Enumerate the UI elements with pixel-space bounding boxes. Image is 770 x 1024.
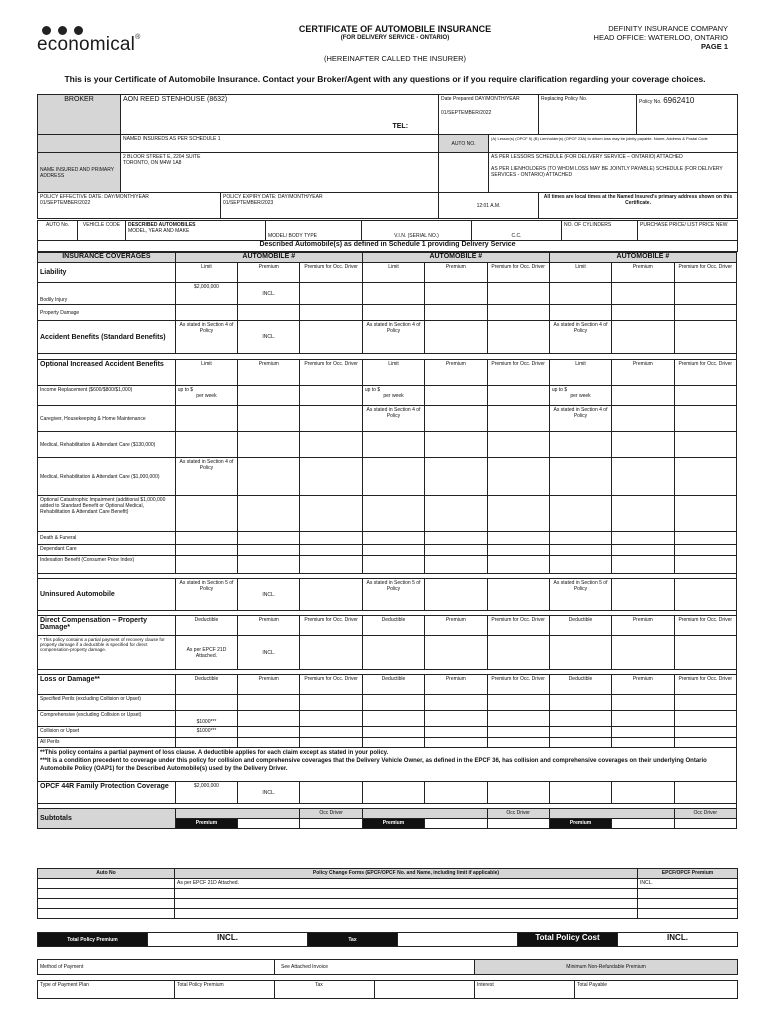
expiry-date-cell [221, 193, 439, 219]
occ-driver-label-1: Occ Driver [300, 809, 362, 819]
broker-name-cell [121, 95, 439, 135]
deductible-label: Deductible [549, 616, 611, 636]
premium-label: Premium [612, 263, 674, 283]
subtotal-premium-3: Premium [549, 819, 611, 829]
per-week: per week [383, 393, 404, 399]
policy-number-cell [637, 95, 738, 135]
med-1m-limit: As stated in Section 4 of Policy [175, 458, 237, 496]
premium-label: Premium [425, 360, 487, 386]
caregiver-label: Caregiver, Housekeeping & Home Maintenance [38, 406, 176, 432]
premium-occ-label: Premium for Occ. Driver [300, 675, 362, 695]
med-1m-label: Medical, Rehabilitation & Attendant Care ($1,000,000) [38, 458, 176, 496]
address-line1: 2 BLOOR STREET E, 2204 SUITE [123, 154, 201, 160]
income-replacement-label: Income Replacement ($600/$800/$1,000) [38, 386, 176, 406]
collision-label: Collision or Upset [38, 727, 176, 738]
premium-label: Premium [612, 616, 674, 636]
per-week: per week [570, 393, 591, 399]
caregiver-limit-3: As stated in Section 4 of Policy [549, 406, 611, 432]
page-number: PAGE 1 [701, 42, 728, 51]
optional-ab-label: Optional Increased Accident Benefits [38, 360, 176, 386]
premium-label: Premium [425, 616, 487, 636]
named-insureds-note: NAMED INSUREDS AS PER SCHEDULE 1 [121, 135, 439, 153]
insurer-block [594, 24, 728, 51]
specified-perils-label: Specified Perils (excluding Collision or Upset) [38, 695, 176, 711]
deductible-label: Deductible [362, 616, 424, 636]
premium-occ-label: Premium for Occ. Driver [300, 263, 362, 283]
dcpd-note: * This policy contains a partial payment of recovery clause for property damage if a deductible is specified for direct compensation-property damage. [38, 636, 176, 670]
deductible-label: Deductible [362, 675, 424, 695]
insured-label: NAME INSURED AND PRIMARY ADDRESS [38, 153, 121, 193]
replacing-policy-label: Replacing Policy No. [539, 95, 637, 135]
catastrophic-label: Optional Catastrophic Impairment (additional $1,000,000 added to Standard Benefit or Optional Medical, Rehabilitation & Attendant Care Benefit) [38, 496, 176, 532]
described-autos-table [37, 220, 738, 252]
described-autos-header [126, 221, 266, 241]
subtotal-premium-1: Premium [175, 819, 237, 829]
occ-driver-label-2: Occ Driver [487, 809, 549, 819]
footnotes [38, 748, 737, 782]
cylinders-header: NO. OF CYLINDERS [562, 221, 638, 241]
payment-interest-label: Interest [475, 981, 575, 999]
up-to: up to $ [551, 387, 568, 393]
dependant-care-label: Dependant Care [38, 545, 176, 556]
certificate-subtitle: (FOR DELIVERY SERVICE - ONTARIO) [340, 35, 450, 41]
forms-col-header: Policy Change Forms (EPCF/OPCF No. and Name, including limit if applicable) [175, 869, 638, 879]
expiry-label: POLICY EXPIRY DATE: DAY/MONTH/YEAR [223, 194, 323, 200]
policy-time: 12:01 A.M. [439, 193, 539, 219]
schedule-line: Described Automobile(s) as defined in Schedule 1 providing Delivery Service [38, 241, 738, 252]
lessors-schedule: AS PER LESSORS SCHEDULE (FOR DELIVERY SERVICE – ONTARIO) ATTACHED [491, 154, 683, 160]
subtotal-premium-2: Premium [362, 819, 424, 829]
death-funeral-label: Death & Funeral [38, 532, 176, 545]
premium-occ-label: Premium for Occ. Driver [674, 263, 736, 283]
effective-date: 01/SEPTEMBER/2022 [40, 200, 91, 206]
intro-text: This is your Certificate of Automobile Insurance. Contact your Broker/Agent with any questions or if you require clarification regarding your coverage choices. [64, 74, 706, 84]
caregiver-limit-2: As stated in Section 4 of Policy [362, 406, 424, 432]
auto-no-label: AUTO NO. [439, 135, 489, 153]
policy-number: 6962410 [663, 96, 695, 105]
limit-label: Limit [175, 360, 237, 386]
income-limit-2 [362, 386, 424, 406]
shade-cell [38, 135, 121, 153]
premium-label: Premium [238, 616, 300, 636]
opcf44-limit: $2,000,000 [175, 782, 237, 804]
occ-driver-label-3: Occ Driver [674, 809, 736, 819]
certificate-title: CERTIFICATE OF AUTOMOBILE INSURANCE [298, 24, 492, 34]
uninsured-label: Uninsured Automobile [38, 579, 176, 611]
payment-total-premium-label: Total Policy Premium [175, 981, 275, 999]
limit-label: Limit [549, 360, 611, 386]
date-prepared-label: Date Prepared DAY/MONTH/YEAR [441, 96, 520, 102]
deductible-label: Deductible [175, 616, 237, 636]
total-cost-label: Total Policy Cost [518, 933, 618, 947]
company-name: DEFINITY INSURANCE COMPANY [608, 24, 728, 33]
auto-no-col-header: Auto No [38, 869, 175, 879]
loss-damage-label: Loss or Damage** [38, 675, 176, 695]
collision-deductible: $1000*** [175, 727, 237, 738]
liability-premium: INCL. [238, 283, 300, 305]
address-line2: TORONTO, ON M4W 1A8 [123, 160, 182, 166]
dcpd-premium: INCL. [238, 636, 300, 670]
auto-no-header: AUTO No. [38, 221, 78, 241]
footnote-1: **This policy contains a partial payment of loss clause. A deductible applies for each claim except as stated in your policy. [40, 750, 389, 756]
premium-col-header: EPCF/OPCF Premium [638, 869, 738, 879]
premium-label: Premium [612, 675, 674, 695]
indexation-label: Indexation Benefit (Consumer Price Index) [38, 556, 176, 574]
vin-header: V.I.N. (SERIAL NO.) [362, 221, 472, 241]
payment-plan-label: Type of Payment Plan [38, 981, 175, 999]
bodily-injury-label: Bodily Injury [38, 283, 176, 305]
dcpd-label: Direct Compensation – Property Damage* [38, 616, 176, 636]
vehicle-code-header: VEHICLE CODE [78, 221, 126, 241]
logo: economical® [37, 34, 141, 55]
tax-label: Tax [308, 933, 398, 947]
premium-label: Premium [425, 675, 487, 695]
per-week: per week [196, 393, 217, 399]
total-premium-label: Total Policy Premium [38, 933, 148, 947]
uninsured-limit-1: As stated in Section 5 of Policy [175, 579, 237, 611]
automobile-header-1: AUTOMOBILE # [175, 253, 362, 263]
premium-label: Premium [238, 675, 300, 695]
payment-tax-label: Tax [275, 981, 375, 999]
ab-premium-1: INCL. [238, 321, 300, 354]
payment-table [37, 959, 738, 999]
premium-occ-label: Premium for Occ. Driver [674, 675, 736, 695]
described-autos-title: DESCRIBED AUTOMOBILES [128, 222, 196, 228]
min-premium-label: Minimum Non-Refundable Premium [475, 960, 738, 975]
lessor-note: (A) Lessor(s) (OPCF 5) (B) Lienholder(s) (OPCF 23A) to whom loss may be jointly payable. Name, Address & Postal Code [489, 135, 738, 153]
form-premium-1: INCL. [638, 879, 738, 889]
payment-total-payable-label: Total Payable [575, 981, 738, 999]
income-limit-3 [549, 386, 611, 406]
subtotals-label: Subtotals [38, 809, 176, 829]
income-limit-1 [175, 386, 237, 406]
premium-label: Premium [612, 360, 674, 386]
up-to: up to $ [364, 387, 381, 393]
med-130-label: Medical, Rehabilitation & Attendant Care ($130,000) [38, 432, 176, 458]
limit-label: Limit [175, 263, 237, 283]
form-row-1: As per EPCF 21D Attached. [175, 879, 638, 889]
ab-limit-2: As stated in Section 4 of Policy [362, 321, 424, 354]
deductible-label: Deductible [549, 675, 611, 695]
price-header: PURCHASE PRICE/ LIST PRICE NEW [638, 221, 738, 241]
premium-occ-label: Premium for Occ. Driver [674, 360, 736, 386]
uninsured-limit-3: As stated in Section 5 of Policy [549, 579, 611, 611]
premium-occ-label: Premium for Occ. Driver [487, 360, 549, 386]
body-type-header: MODEL/ BODY TYPE [266, 221, 362, 241]
limit-label: Limit [362, 263, 424, 283]
insured-address-cell [121, 153, 439, 193]
broker-name: AON REED STENHOUSE (8632) [123, 96, 228, 103]
uninsured-premium-1: INCL. [238, 579, 300, 611]
premium-occ-label: Premium for Occ. Driver [487, 675, 549, 695]
method-of-payment-label: Method of Payment [38, 960, 275, 975]
hereinafter-note: (HEREINAFTER CALLED THE INSURER) [324, 54, 466, 63]
logo-text: economical [37, 34, 136, 55]
opcf44-premium: INCL. [238, 782, 300, 804]
premium-label: Premium [238, 360, 300, 386]
date-prepared-cell [439, 95, 539, 135]
premium-label: Premium [425, 263, 487, 283]
automobile-header-3: AUTOMOBILE # [549, 253, 736, 263]
policy-change-table [37, 868, 738, 919]
all-perils-label: All Perils [38, 738, 176, 748]
tel-label: TEL: [392, 123, 409, 130]
limit-label: Limit [362, 360, 424, 386]
premium-occ-label: Premium for Occ. Driver [300, 616, 362, 636]
comprehensive-label: Comprehensive (excluding Collision or Upset) [38, 711, 176, 727]
blank-cell [439, 153, 489, 193]
premium-occ-label: Premium for Occ. Driver [487, 263, 549, 283]
lessor-schedules-cell [489, 153, 738, 193]
ab-limit-1: As stated in Section 4 of Policy [175, 321, 237, 354]
method-of-payment-value: See Attached Invoice [275, 960, 475, 975]
expiry-date: 01/SEPTEMBER/2023 [223, 200, 274, 206]
liability-label: Liability [38, 263, 176, 283]
uninsured-limit-2: As stated in Section 5 of Policy [362, 579, 424, 611]
lienholders-schedule: AS PER LIENHOLDERS (TO WHOM LOSS MAY BE JOINTLY PAYABLE) SCHEDULE (FOR DELIVERY SERVICES - ONTARIO) ATTACHED [491, 166, 723, 178]
deductible-label: Deductible [175, 675, 237, 695]
date-prepared-value: 01/SEPTEMBER/2022 [441, 110, 492, 116]
dcpd-deductible: As per EPCF 21D Attached. [175, 636, 237, 670]
liability-limit: $2,000,000 [175, 283, 237, 305]
totals-table [37, 932, 738, 947]
opcf44-label: OPCF 44R Family Protection Coverage [38, 782, 176, 804]
broker-insured-table [37, 94, 738, 219]
effective-label: POLICY EFFECTIVE DATE: DAY/MONTH/YEAR [40, 194, 149, 200]
coverages-title: INSURANCE COVERAGES [38, 253, 176, 263]
comprehensive-deductible: $1000*** [175, 711, 237, 727]
premium-occ-label: Premium for Occ. Driver [674, 616, 736, 636]
ab-limit-3: As stated in Section 4 of Policy [549, 321, 611, 354]
policy-number-label: Policy No. [639, 99, 662, 105]
model-year-make-header: MODEL, YEAR AND MAKE [128, 228, 190, 234]
automobile-header-2: AUTOMOBILE # [362, 253, 549, 263]
premium-label: Premium [238, 263, 300, 283]
total-cost-value: INCL. [618, 933, 738, 947]
footnote-2: ***It is a condition precedent to coverage under this policy for collision and comprehensive coverages that the Delivery Vehicle Owner, as defined in the EPCF 36, has collision and comprehensive coverages on their underlying Ontario Automobile Policy (OAP1) for the Described Automobile(s) used by the Delivery Driver. [40, 758, 707, 772]
premium-occ-label: Premium for Occ. Driver [487, 616, 549, 636]
up-to: up to $ [177, 387, 194, 393]
coverages-table [37, 252, 737, 829]
effective-date-cell [38, 193, 221, 219]
premium-occ-label: Premium for Occ. Driver [300, 360, 362, 386]
total-premium-value: INCL. [148, 933, 308, 947]
accident-benefits-label: Accident Benefits (Standard Benefits) [38, 321, 176, 354]
broker-label: BROKER [38, 95, 121, 135]
cc-header: C.C. [472, 221, 562, 241]
property-damage-label: Property Damage [38, 305, 176, 321]
limit-label: Limit [549, 263, 611, 283]
head-office: HEAD OFFICE: WATERLOO, ONTARIO [593, 33, 728, 42]
time-note: All times are local times at the Named Insured's primary address shown on this Certificate. [539, 193, 738, 219]
